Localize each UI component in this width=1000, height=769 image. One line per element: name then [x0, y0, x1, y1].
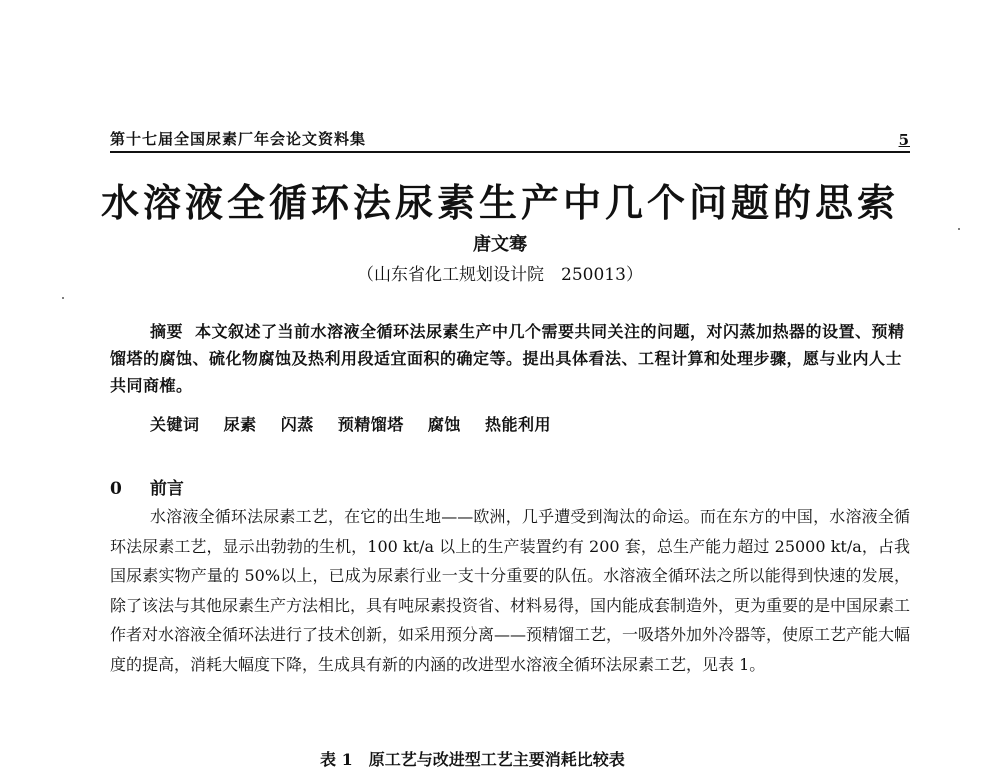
section-heading — [110, 474, 910, 499]
running-head — [110, 128, 910, 149]
abstract — [110, 318, 910, 399]
section-title: 前言 — [149, 479, 184, 499]
scan-speck — [62, 297, 64, 299]
abstract-label: 摘要 — [150, 322, 184, 341]
abstract-text: 本文叙述了当前水溶液全循环法尿素生产中几个需要共同关注的问题，对闪蒸加热器的设置、预精馏塔的腐蚀、硫化物腐蚀及热利用段适宜面积的确定等。提出具体看法、工程计算和处理步骤，愿与业内人士共同商榷。 — [110, 322, 905, 395]
keywords — [150, 412, 910, 435]
keyword: 热能利用 — [484, 415, 551, 434]
page-number: 5 — [898, 131, 910, 149]
keyword: 闪蒸 — [280, 415, 314, 434]
header-rule — [110, 151, 910, 153]
keyword: 预精馏塔 — [337, 415, 404, 434]
running-head-title: 第十七届全国尿素厂年会论文资料集 — [110, 130, 367, 148]
section-number: 0 — [110, 479, 122, 499]
keywords-label: 关键词 — [150, 415, 200, 434]
table-caption-cut: 表 1 原工艺与改进型工艺主要消耗比较表 — [320, 750, 625, 769]
paper-title: 水溶液全循环法尿素生产中几个问题的思索 — [100, 180, 899, 225]
body-paragraph: 水溶液全循环法尿素工艺，在它的出生地——欧洲，几乎遭受到淘汰的命运。而在东方的中国，水溶液全循环法尿素工艺，显示出勃勃的生机，100 kt/a 以上的生产装置约有 200 套，总生产能力超过 25000 kt/a，占我国尿素实物产量的 50%以上，已成为尿素行业一支十分重要的队伍。水溶液全循环法之所以能得到快速的发展，除了该法与其他尿素生产方法相比，具有吨尿素投资省、材料易得，国内能成套制造外，更为重要的是中国尿素工作者对水溶液全循环法进行了技术创新，如采用预分离——预精馏工艺，一吸塔外加外冷器等，使原工艺产能大幅度的提高，消耗大幅度下降，生成具有新的内涵的改进型水溶液全循环法尿素工艺，见表 1。 — [110, 507, 911, 674]
keyword: 腐蚀 — [427, 415, 461, 434]
author-name: 唐文骞 — [473, 234, 527, 255]
keyword: 尿素 — [223, 415, 257, 434]
scan-speck — [958, 228, 960, 230]
author-affiliation: （山东省化工规划设计院 250013） — [357, 265, 643, 285]
